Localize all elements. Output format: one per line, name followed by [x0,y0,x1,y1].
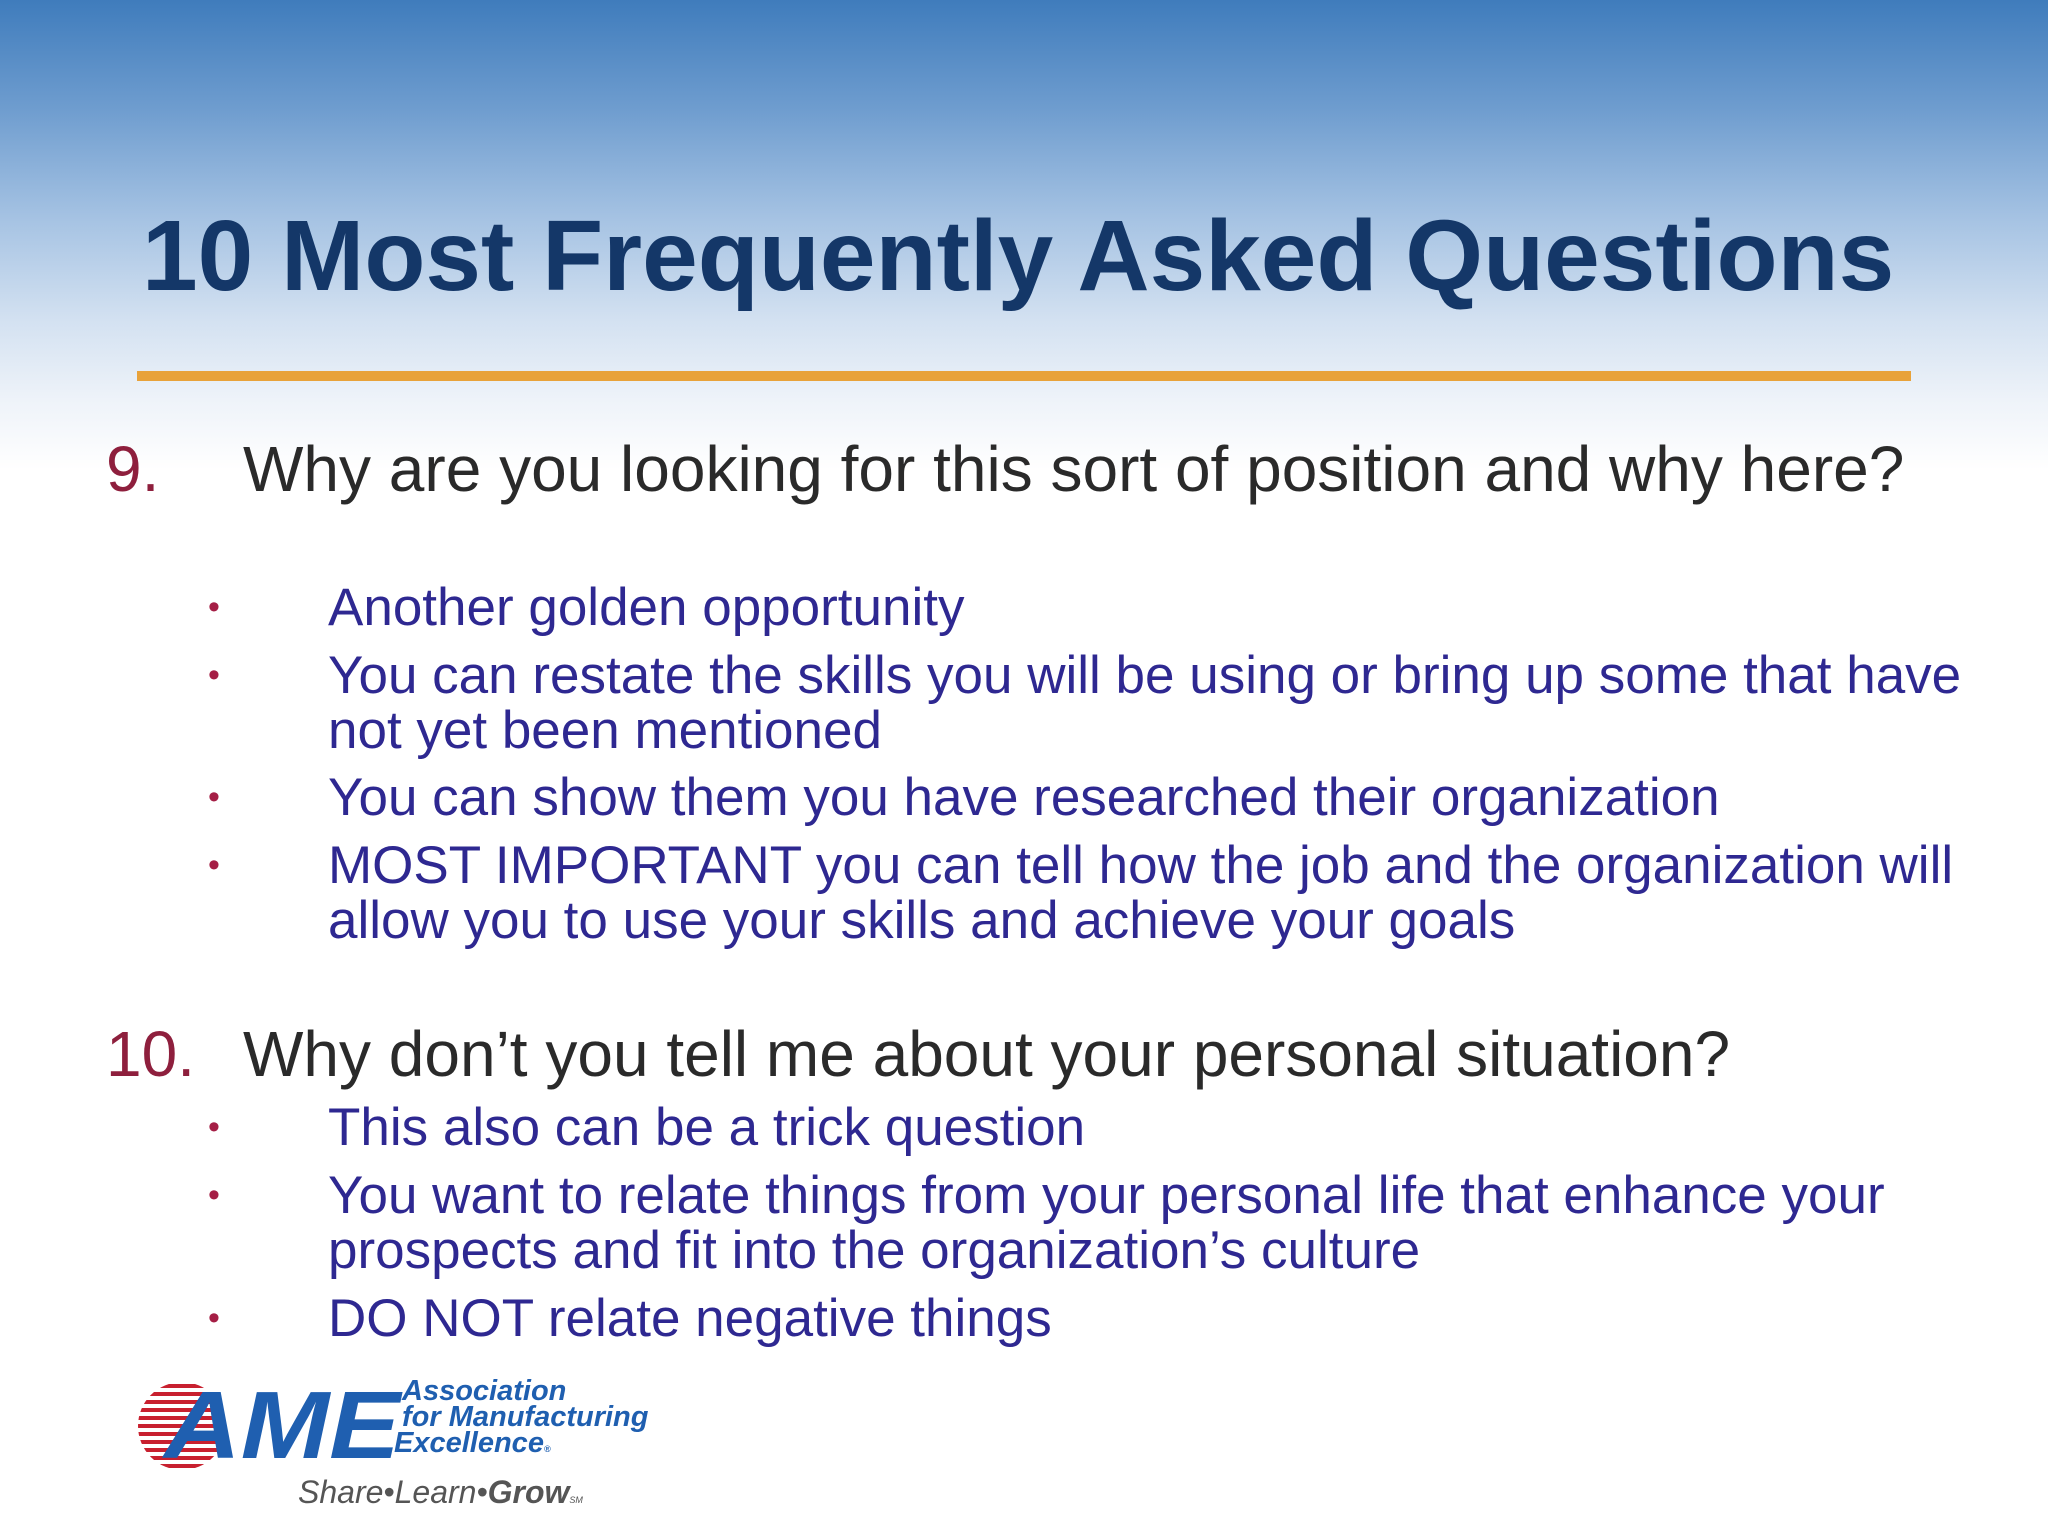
bullet-dot-icon: • [208,1176,220,1214]
logo-organization-name [394,1375,649,1462]
bullet-dot-icon: • [208,1299,220,1337]
question-number: 10. [106,1018,195,1090]
bullet-dot-icon: • [208,846,220,884]
question-text: Why are you looking for this sort of position and why here? [243,433,1905,505]
ame-logo-mark [134,1376,404,1476]
bullet-dot-icon: • [208,656,220,694]
question-number: 9. [106,433,160,505]
logo-tagline: Share•Learn•GrowSM [298,1474,583,1510]
bullet-text: You can show them you have researched their organization [328,768,1720,827]
ame-logo [134,1376,694,1516]
logo-org-line: Excellence® [394,1427,551,1459]
slide-title: 10 Most Frequently Asked Questions [142,200,1895,312]
bullet-text: This also can be a trick question [328,1098,1086,1157]
logo-org-line: for Manufacturing [402,1401,649,1433]
bullet-text: MOST IMPORTANT you can tell how the job and the organization will allow you to use your skills and achieve your goals [328,836,1954,950]
bullet-text: DO NOT relate negative things [328,1289,1052,1348]
bullet-text: You want to relate things from your personal life that enhance your prospects and fit into the organization’s culture [328,1166,1885,1280]
ame-logo-letters: AME [161,1376,404,1476]
bullet-dot-icon: • [208,588,220,626]
bullet-text: Another golden opportunity [328,578,965,637]
question-text: Why don’t you tell me about your personal situation? [243,1018,1731,1090]
title-divider [137,371,1911,381]
bullet-dot-icon: • [208,778,220,816]
bullet-dot-icon: • [208,1108,220,1146]
bullet-text: You can restate the skills you will be using or bring up some that have not yet been mentioned [328,646,1962,760]
logo-org-line: Association [402,1375,567,1407]
